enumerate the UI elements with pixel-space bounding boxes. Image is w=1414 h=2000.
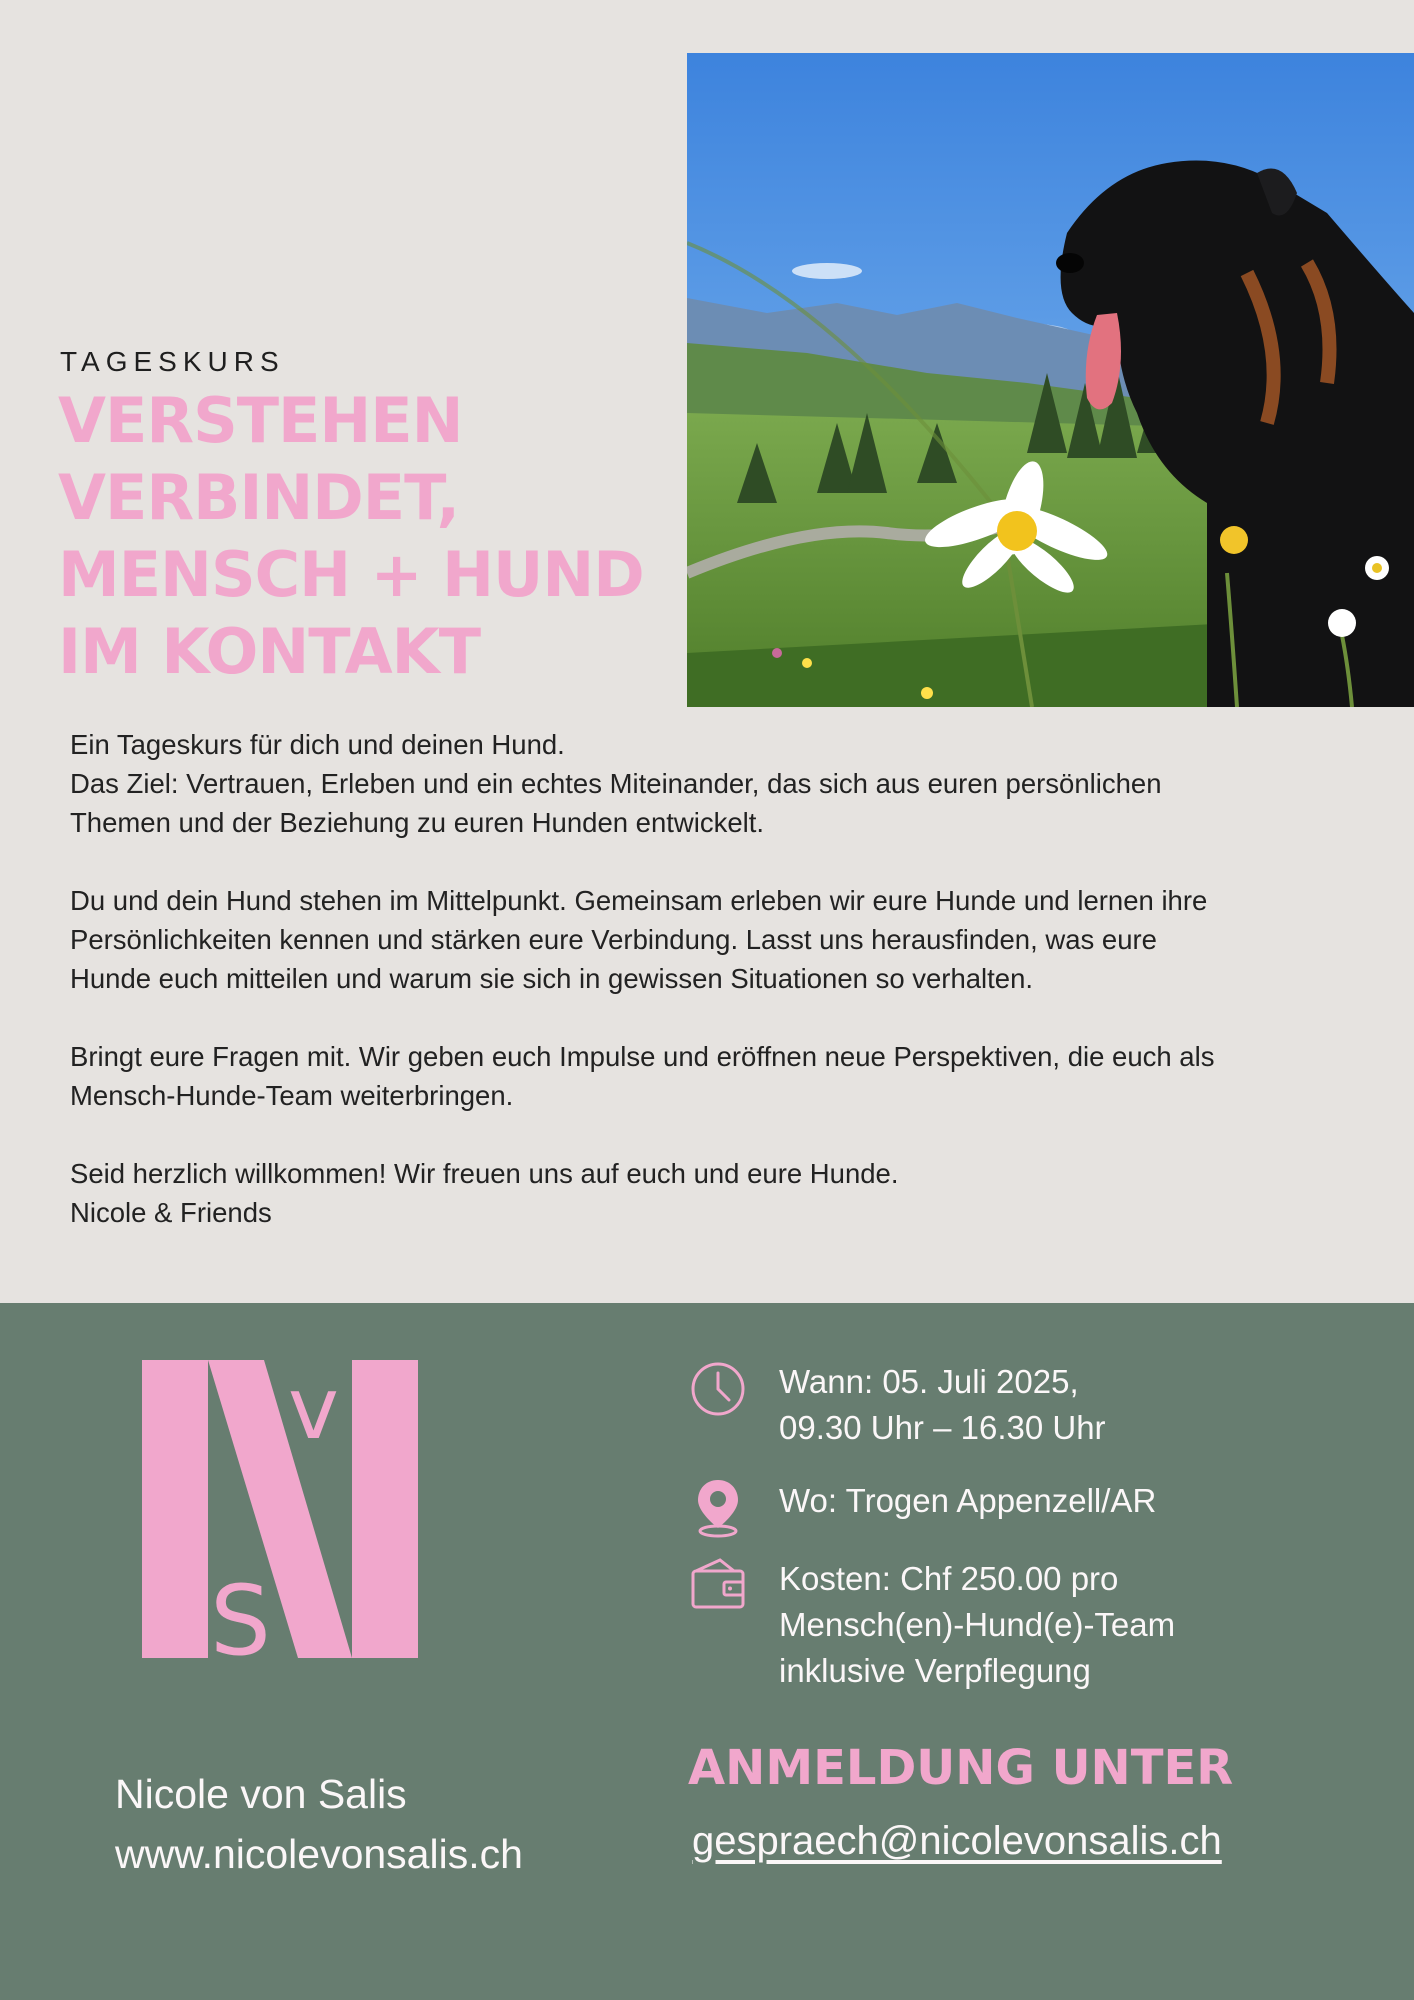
wallet-icon [690, 1556, 746, 1616]
contact-name: Nicole von Salis [115, 1771, 407, 1817]
description-line: Das Ziel: Vertrauen, Erleben und ein echtes Miteinander, das sich aus euren persönlichen [70, 768, 1162, 799]
info-line: Kosten: Chf 250.00 pro [779, 1560, 1119, 1597]
course-description [70, 725, 1370, 1271]
description-paragraph [70, 1154, 1370, 1232]
info-line: 09.30 Uhr – 16.30 Uhr [779, 1409, 1106, 1446]
description-line: Mensch-Hunde-Team weiterbringen. [70, 1080, 514, 1111]
info-line: Wo: Trogen Appenzell/AR [779, 1482, 1157, 1519]
info-line: inklusive Verpflegung [779, 1652, 1091, 1689]
brand-logo [140, 1358, 420, 1660]
registration-heading: ANMELDUNG UNTER [688, 1740, 1234, 1796]
description-line: Du und dein Hund stehen im Mittelpunkt. Gemeinsam erleben wir eure Hunde und lernen ihre [70, 885, 1208, 916]
info-line: Wann: 05. Juli 2025, [779, 1363, 1079, 1400]
title-line: VERBINDET, [58, 461, 460, 534]
contact-website-link[interactable]: www.nicolevonsalis.ch [115, 1831, 523, 1877]
info-when-text [779, 1359, 1106, 1451]
description-line: Ein Tageskurs für dich und deinen Hund. [70, 729, 565, 760]
description-line: Seid herzlich willkommen! Wir freuen uns auf euch und eure Hunde. [70, 1158, 899, 1189]
title-line: IM KONTAKT [58, 615, 481, 688]
course-kicker: TAGESKURS [60, 346, 285, 377]
logo-letter-s: S [210, 1565, 271, 1660]
registration-email-link[interactable]: gespraech@nicolevonsalis.ch [692, 1819, 1222, 1863]
description-line: Persönlichkeiten kennen und stärken eure Verbindung. Lasst uns herausfinden, was eure [70, 924, 1157, 955]
location-pin-icon [690, 1478, 746, 1538]
signature-line: Nicole & Friends [70, 1197, 272, 1228]
description-paragraph [70, 881, 1370, 998]
dog-photo [687, 53, 1414, 707]
info-cost-text [779, 1556, 1175, 1694]
clock-icon [690, 1359, 746, 1419]
title-line: MENSCH + HUND [58, 538, 644, 611]
info-line: Mensch(en)-Hund(e)-Team [779, 1606, 1176, 1643]
info-where-text [779, 1478, 1156, 1524]
description-line: Bringt eure Fragen mit. Wir geben euch Impulse und eröffnen neue Perspektiven, die euch als [70, 1041, 1215, 1072]
description-paragraph [70, 725, 1370, 842]
contact-info [115, 1764, 523, 1884]
description-paragraph [70, 1037, 1370, 1115]
title-line: VERSTEHEN [58, 384, 463, 457]
page-title [58, 382, 678, 690]
logo-letter-v: v [288, 1359, 339, 1459]
description-line: Themen und der Beziehung zu euren Hunden entwickelt. [70, 807, 765, 838]
description-line: Hunde euch mitteilen und warum sie sich in gewissen Situationen so verhalten. [70, 963, 1034, 994]
